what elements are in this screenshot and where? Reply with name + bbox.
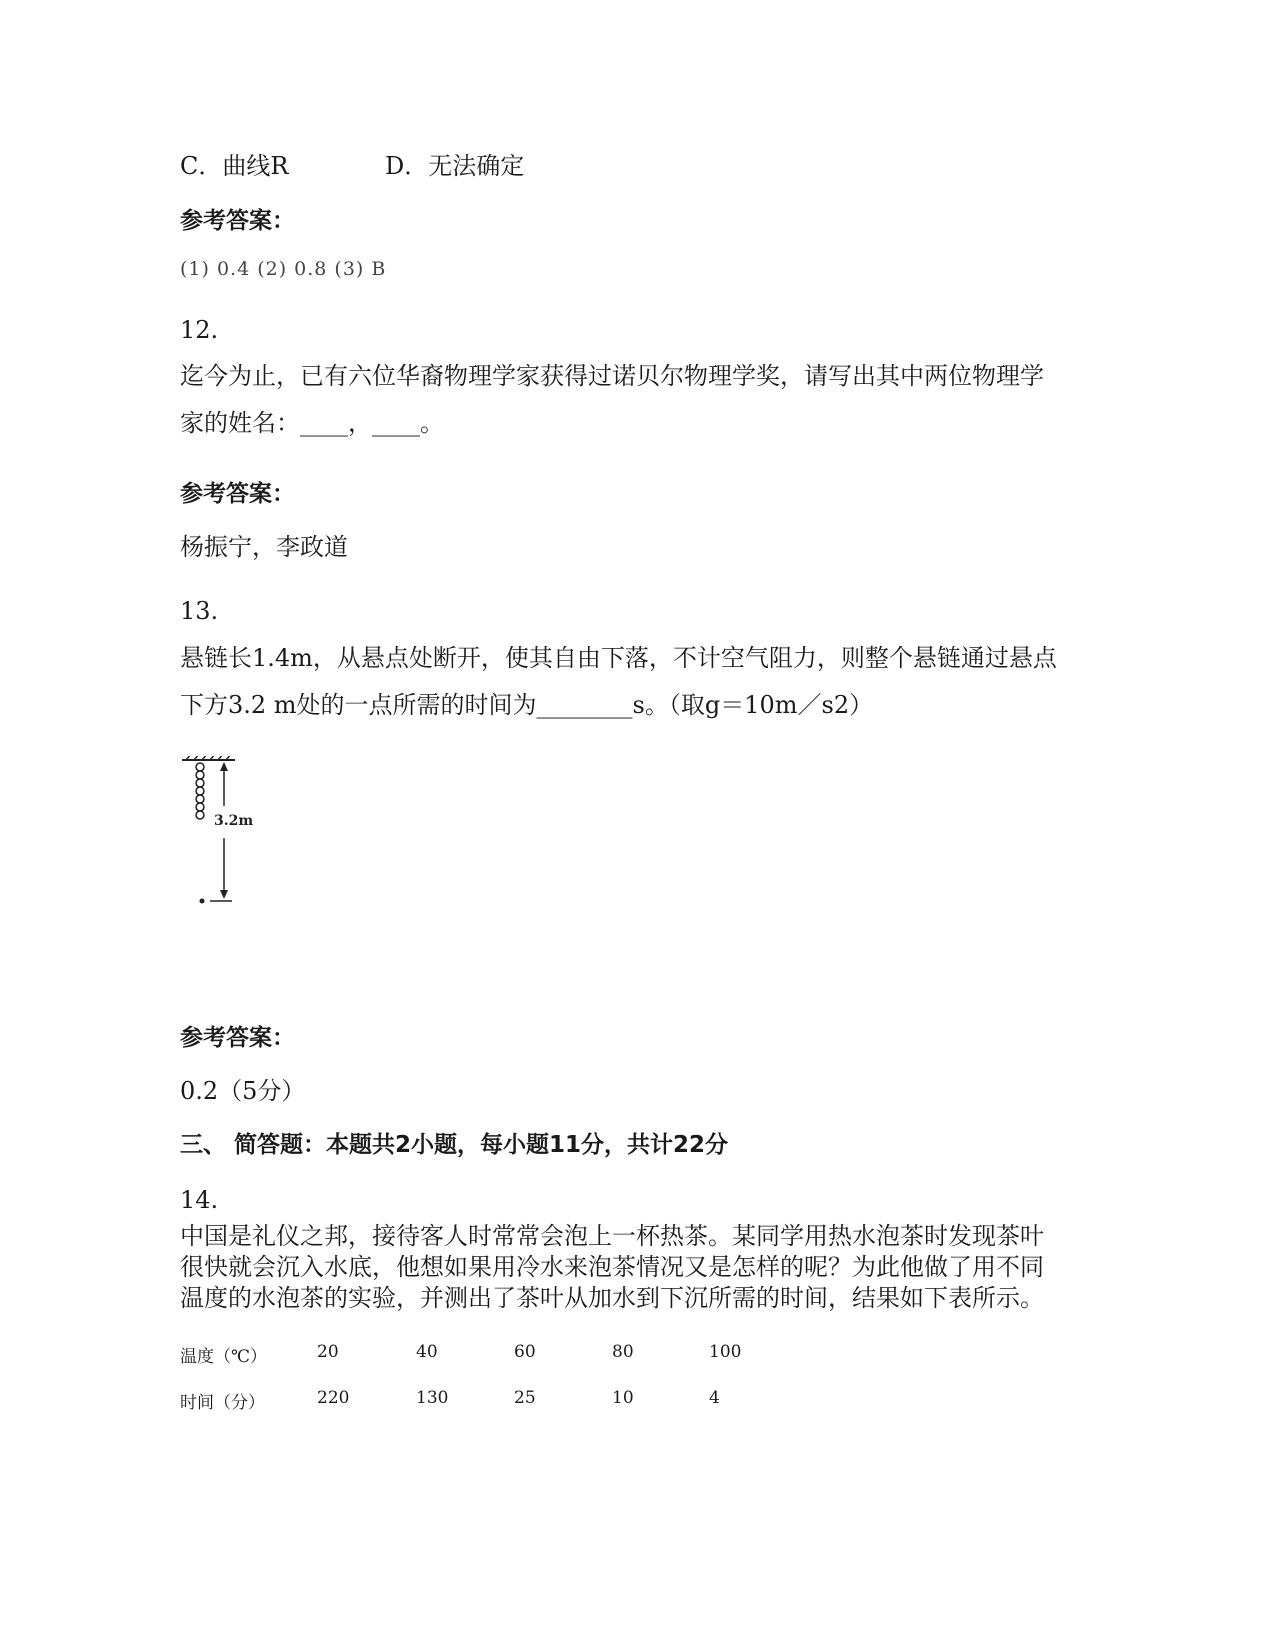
option-d: D．无法确定	[385, 152, 525, 180]
question-text-14-line3: 温度的水泡茶的实验，并测出了茶叶从加水到下沉所需的时间，结果如下表所示。	[180, 1284, 1044, 1312]
chain-diagram	[180, 756, 300, 956]
section-title: 三、 简答题：本题共2小题，每小题11分，共计22分	[180, 1132, 729, 1158]
question-number-12: 12.	[180, 316, 219, 344]
table-cell: 100	[709, 1342, 742, 1362]
point-marker	[200, 899, 205, 904]
table-cell: 4	[709, 1388, 720, 1408]
table-cell: 40	[416, 1342, 438, 1362]
answer-label-12: 参考答案：	[180, 481, 295, 507]
table-cell: 80	[612, 1342, 634, 1362]
question-text-13-line1: 悬链长1.4m，从悬点处断开，使其自由下落，不计空气阻力，则整个悬链通过悬点	[180, 644, 1057, 672]
table-cell: 130	[416, 1388, 449, 1408]
table-cell: 60	[514, 1342, 536, 1362]
answer-text-12: 杨振宁，李政道	[180, 533, 348, 561]
arrow-head-up	[220, 762, 228, 771]
question-text-13-line2: 下方3.2 m处的一点所需的时间为________s。（取g＝10m／s2）	[180, 691, 874, 719]
table-cell: 25	[514, 1388, 536, 1408]
row-header-temperature: 温度（℃）	[180, 1347, 268, 1367]
answer-text-13: 0.2（5分）	[180, 1077, 306, 1105]
table-cell: 220	[317, 1388, 350, 1408]
table-cell: 20	[317, 1342, 339, 1362]
figure-label: 3.2m	[214, 813, 254, 829]
question-text-14-line1: 中国是礼仪之邦，接待客人时常常会泡上一杯热茶。某同学用热水泡茶时发现茶叶	[180, 1222, 1044, 1250]
question-number-13: 13.	[180, 597, 219, 625]
arrow-head-down	[220, 890, 228, 899]
question-text-12-line1: 迄今为止，已有六位华裔物理学家获得过诺贝尔物理学奖，请写出其中两位物理学	[180, 362, 1044, 390]
table-cell: 10	[612, 1388, 634, 1408]
answer-text-11: (1) 0.4 (2) 0.8 (3) B	[180, 258, 387, 280]
question-number-14: 14.	[180, 1186, 219, 1214]
chain-links	[196, 763, 204, 819]
chain-diagram-svg	[180, 756, 300, 956]
answer-label-11: 参考答案：	[180, 208, 295, 234]
answer-label-13: 参考答案：	[180, 1025, 295, 1051]
question-text-14-line2: 很快就会沉入水底，他想如果用冷水来泡茶情况又是怎样的呢？为此他做了用不同	[180, 1253, 1044, 1281]
row-header-time: 时间（分）	[180, 1393, 265, 1413]
question-text-12-line2: 家的姓名：____，____。	[180, 409, 444, 437]
option-c: C．曲线R	[180, 152, 289, 180]
